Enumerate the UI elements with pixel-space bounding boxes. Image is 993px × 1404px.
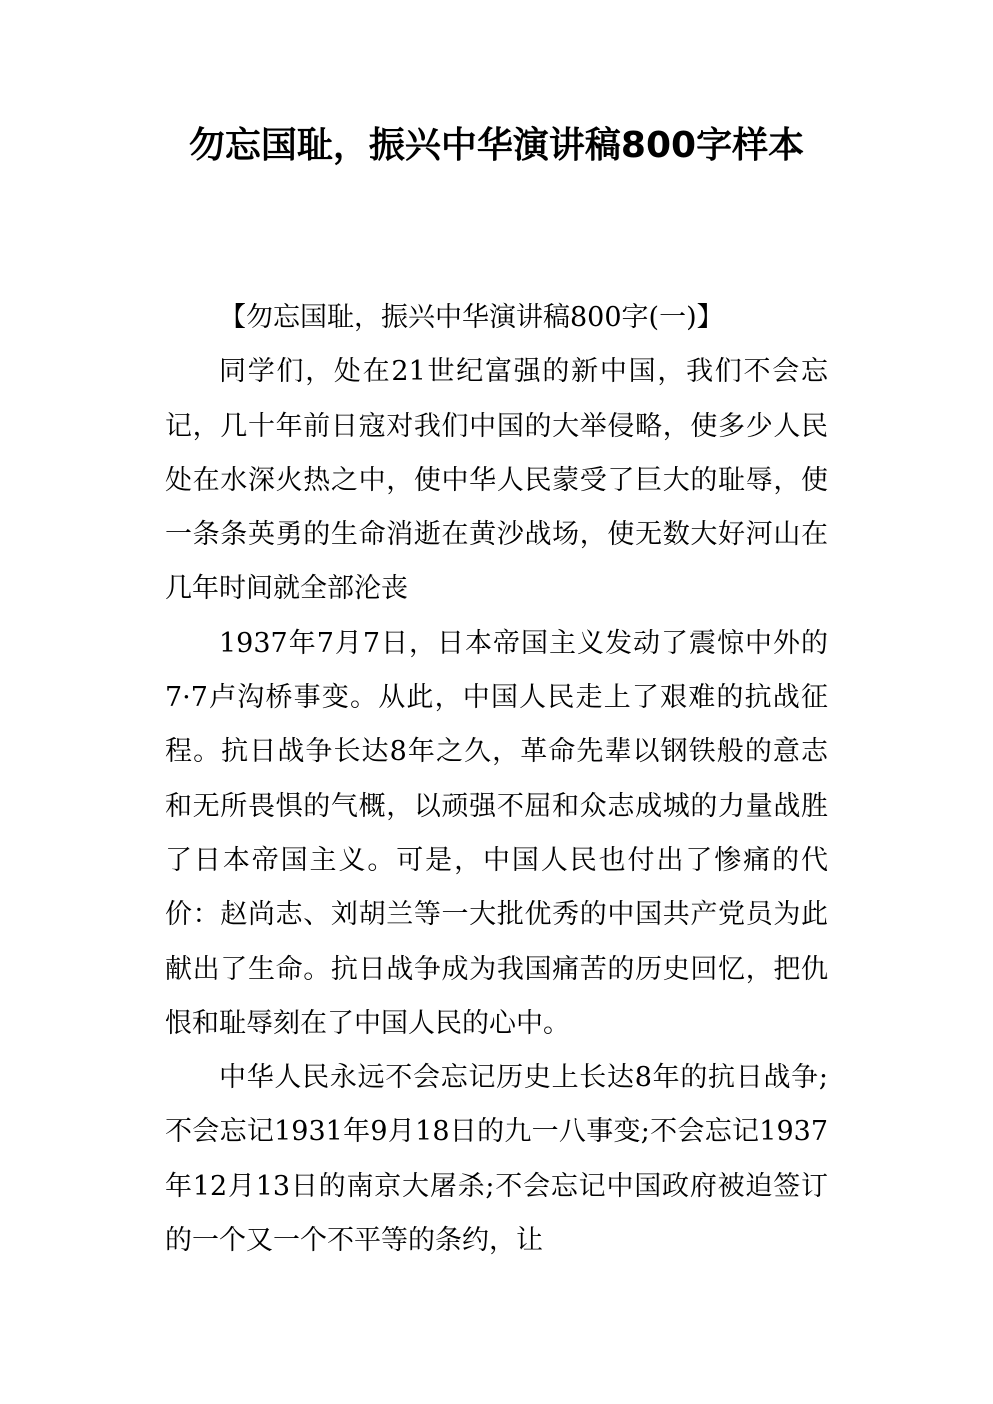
- paragraph-1: 同学们，处在21世纪富强的新中国，我们不会忘记，几十年前日寇对我们中国的大举侵略，使多少人民处在水深火热之中，使中华人民蒙受了巨大的耻辱，使一条条英勇的生命消逝在黄沙战场，使无数大好河山在几年时间就全部沦丧: [165, 356, 828, 605]
- document-body: [165, 291, 828, 1268]
- paragraph-3: 中华人民永远不会忘记历史上长达8年的抗日战争;不会忘记1931年9月18日的九一八事变;不会忘记1937年12月13日的南京大屠杀;不会忘记中国政府被迫签订的一个又一个不平等的条约，让: [165, 1062, 828, 1257]
- paragraph-2: 1937年7月7日，日本帝国主义发动了震惊中外的7·7卢沟桥事变。从此，中国人民走上了艰难的抗战征程。抗日战争长达8年之久，革命先辈以钢铁般的意志和无所畏惧的气概，以顽强不屈和众志成城的力量战胜了日本帝国主义。可是，中国人民也付出了惨痛的代价：赵尚志、刘胡兰等一大批优秀的中国共产党员为此献出了生命。抗日战争成为我国痛苦的历史回忆，把仇恨和耻辱刻在了中国人民的心中。: [165, 627, 828, 1039]
- section-heading: 【勿忘国耻，振兴中华演讲稿800字(一)】: [219, 302, 724, 333]
- document-title: 勿忘国耻，振兴中华演讲稿800字样本: [188, 125, 805, 166]
